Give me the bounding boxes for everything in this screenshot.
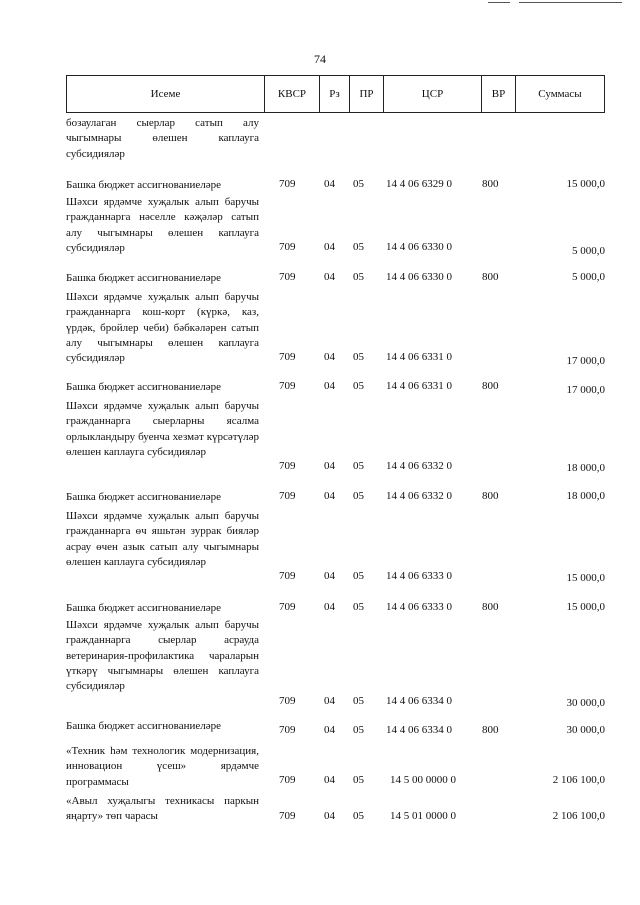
row-sum: 18 000,0 [566, 462, 605, 474]
top-rule-right [519, 2, 622, 3]
row-pr: 05 [353, 241, 364, 253]
row-sum: 30 000,0 [566, 697, 605, 709]
row-pr: 05 [353, 774, 364, 786]
row-sum: 17 000,0 [566, 384, 605, 396]
row-pr: 05 [353, 271, 364, 283]
table-header [66, 75, 605, 113]
row-kvsr: 709 [279, 380, 296, 392]
row-name: Шәхси ярдәмче хуҗалык алып баручы гражданнарга нәселле кәҗәләр сатып алу чыгымнары өлешен каплауга субсидияләр [66, 196, 259, 254]
row-sum: 15 000,0 [566, 572, 605, 584]
header-pr: ПР [349, 76, 383, 112]
row-pr: 05 [353, 695, 364, 707]
row-vr: 800 [482, 380, 499, 392]
row-rz: 04 [324, 774, 335, 786]
top-rule-left [488, 2, 510, 3]
row-csr: 14 4 06 6329 0 [386, 178, 452, 190]
row-csr: 14 4 06 6332 0 [386, 490, 452, 502]
row-sum: 17 000,0 [566, 355, 605, 367]
row-sum: 5 000,0 [572, 245, 605, 257]
row-vr: 800 [482, 178, 499, 190]
row-kvsr: 709 [279, 774, 296, 786]
row-pr: 05 [353, 724, 364, 736]
row-pr: 05 [353, 570, 364, 582]
row-name: Шәхси ярдәмче хуҗалык алып баручы гражданнарга сыерларны ясалма орлыкландыру буенча хезмәт күрсәтүләр өлешен каплауга субсидияләр [66, 400, 259, 458]
row-name: Башка бюджет ассигнованиеләре [66, 720, 221, 732]
row-rz: 04 [324, 724, 335, 736]
row-kvsr: 709 [279, 810, 296, 822]
header-sum: Суммасы [515, 76, 604, 112]
row-kvsr: 709 [279, 351, 296, 363]
page-number: 74 [314, 52, 326, 66]
row-rz: 04 [324, 570, 335, 582]
row-rz: 04 [324, 380, 335, 392]
row-vr: 800 [482, 490, 499, 502]
row-csr: 14 5 01 0000 0 [390, 810, 456, 822]
row-name: Шәхси ярдәмче хуҗалык алып баручы гражданнарга сыерлар асрауда ветеринария-профилактика чараларын үткәрү чыгымнары өлешен каплауга субсидияләр [66, 619, 259, 693]
row-csr: 14 4 06 6334 0 [386, 724, 452, 736]
row-pr: 05 [353, 178, 364, 190]
row-kvsr: 709 [279, 724, 296, 736]
row-pr: 05 [353, 490, 364, 502]
row-pr: 05 [353, 810, 364, 822]
row-sum: 15 000,0 [566, 601, 605, 613]
row-vr: 800 [482, 724, 499, 736]
row-rz: 04 [324, 241, 335, 253]
row-csr: 14 4 06 6333 0 [386, 570, 452, 582]
row-kvsr: 709 [279, 241, 296, 253]
row-sum: 2 106 100,0 [552, 810, 605, 822]
row-rz: 04 [324, 271, 335, 283]
row-rz: 04 [324, 695, 335, 707]
row-rz: 04 [324, 351, 335, 363]
row-kvsr: 709 [279, 601, 296, 613]
row-rz: 04 [324, 601, 335, 613]
row-pr: 05 [353, 460, 364, 472]
row-sum: 18 000,0 [566, 490, 605, 502]
row-kvsr: 709 [279, 490, 296, 502]
row-csr: 14 4 06 6332 0 [386, 460, 452, 472]
header-kvsr: КВСР [264, 76, 319, 112]
row-rz: 04 [324, 810, 335, 822]
row-name: бозаулаган сыерлар сатып алу чыгымнары өлешен каплауга субсидияләр [66, 117, 259, 160]
row-name: Башка бюджет ассигнованиеләре [66, 491, 221, 503]
row-pr: 05 [353, 351, 364, 363]
row-csr: 14 4 06 6330 0 [386, 271, 452, 283]
row-name: Шәхси ярдәмче хуҗалык алып баручы гражданнарга өч яшьтән зуррак бияләр асрау өчен азык сатып алу чыгымнары өлешен каплауга субсидияләр [66, 510, 259, 568]
row-name: Башка бюджет ассигнованиеләре [66, 381, 221, 393]
row-name: «Авыл хуҗалыгы техникасы паркын яңарту» төп чарасы [66, 795, 259, 823]
row-vr: 800 [482, 271, 499, 283]
row-name: Башка бюджет ассигнованиеләре [66, 272, 221, 284]
row-csr: 14 4 06 6331 0 [386, 351, 452, 363]
row-kvsr: 709 [279, 460, 296, 472]
row-sum: 15 000,0 [566, 178, 605, 190]
row-kvsr: 709 [279, 695, 296, 707]
row-sum: 2 106 100,0 [552, 774, 605, 786]
row-pr: 05 [353, 380, 364, 392]
header-vr: ВР [481, 76, 515, 112]
row-csr: 14 4 06 6333 0 [386, 601, 452, 613]
row-csr: 14 4 06 6334 0 [386, 695, 452, 707]
row-kvsr: 709 [279, 570, 296, 582]
row-csr: 14 4 06 6330 0 [386, 241, 452, 253]
row-csr: 14 5 00 0000 0 [390, 774, 456, 786]
row-csr: 14 4 06 6331 0 [386, 380, 452, 392]
row-sum: 5 000,0 [572, 271, 605, 283]
row-name: Шәхси ярдәмче хуҗалык алып баручы гражданнарга кош-корт (күркә, каз, үрдәк, бройлер чеби) бәбкәләрен сатып алу чыгымнары өлешен каплауга субсидияләр [66, 291, 259, 365]
row-rz: 04 [324, 490, 335, 502]
row-kvsr: 709 [279, 271, 296, 283]
row-rz: 04 [324, 178, 335, 190]
row-name: Башка бюджет ассигнованиеләре [66, 179, 221, 191]
row-name: Башка бюджет ассигнованиеләре [66, 602, 221, 614]
header-name: Исеме [150, 88, 181, 100]
row-name: «Техник һәм технологик модернизация, инновацион үсеш» ярдәмче программасы [66, 745, 259, 788]
header-rz: Рз [319, 76, 349, 112]
row-sum: 30 000,0 [566, 724, 605, 736]
row-rz: 04 [324, 460, 335, 472]
row-kvsr: 709 [279, 178, 296, 190]
row-vr: 800 [482, 601, 499, 613]
row-pr: 05 [353, 601, 364, 613]
header-csr: ЦСР [383, 76, 481, 112]
